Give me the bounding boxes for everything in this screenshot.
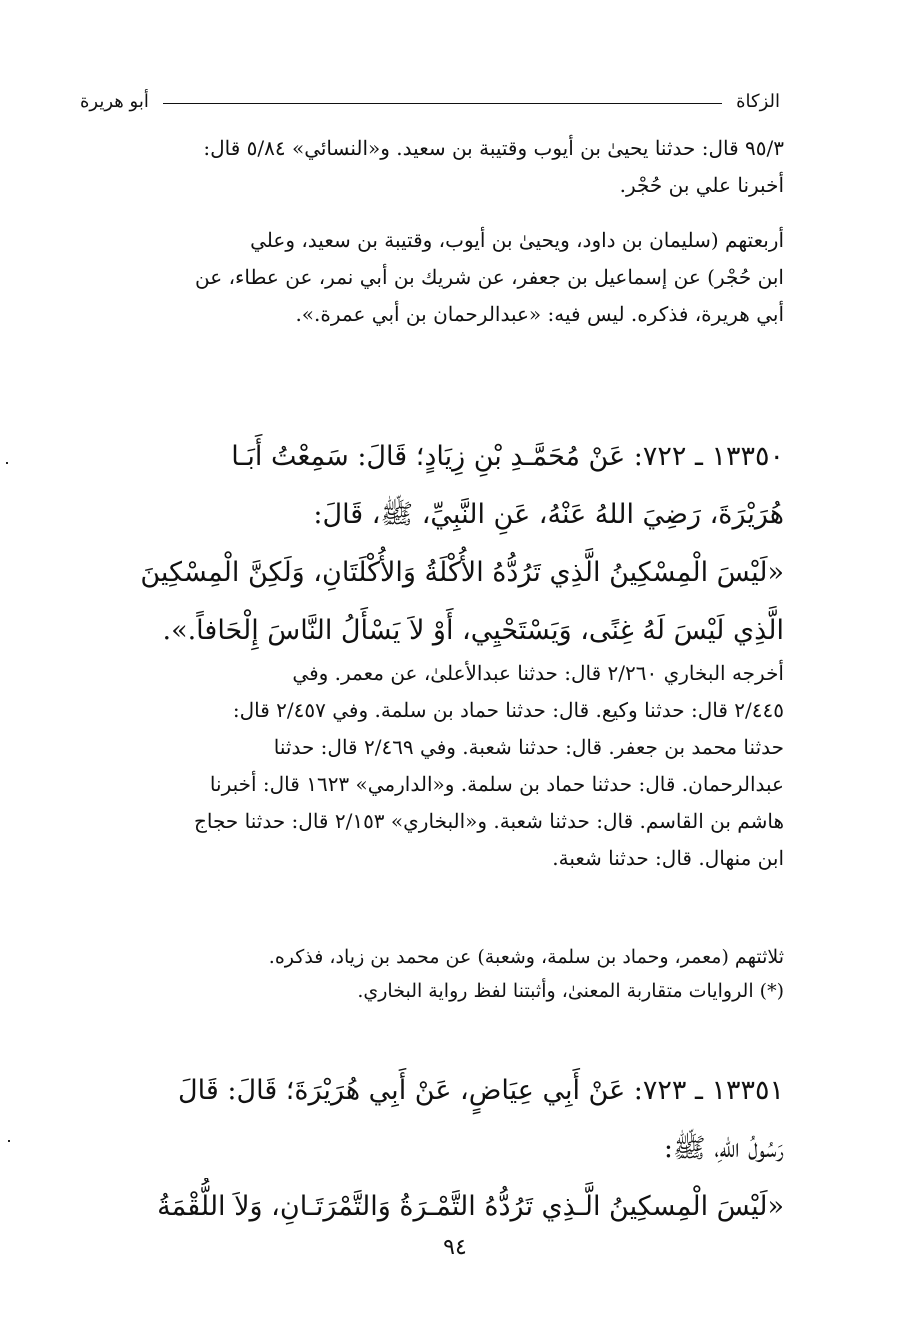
- hadith-line: «لَيْسَ الْمِسْكِينُ الَّذِي تَرُدُّهُ الأُكْلَةُ وَالأُكْلَتَانِ، وَلَكِنَّ الْمِسْكِينَ: [140, 557, 784, 588]
- summary-paragraph-95: [78, 222, 784, 333]
- text-line: حدثنا محمد بن جعفر. قال: حدثنا شعبة. وفي ٢/٤٦٩ قال: حدثنا: [273, 735, 784, 759]
- footnote-13350: [78, 940, 784, 1008]
- text-line: عبدالرحمان. قال: حدثنا حماد بن سلمة. و«الدارمي» ١٦٢٣ قال: أخبرنا: [209, 772, 784, 796]
- header-section-title: أبو هريرة: [80, 90, 149, 112]
- header-rule: [163, 103, 722, 104]
- text-line: أبي هريرة، فذكره. ليس فيه: «عبدالرحمان بن أبي عمرة.».: [295, 302, 784, 326]
- page-number: ٩٤: [443, 1235, 467, 1260]
- text-line: ابن منهال. قال: حدثنا شعبة.: [552, 846, 784, 870]
- text-line: هاشم بن القاسم. قال: حدثنا شعبة. و«البخاري» ٢/١٥٣ قال: حدثنا حجاج: [194, 809, 784, 833]
- hadith-line: ١٣٣٥٠ ـ ٧٢٢: عَنْ مُحَمَّـدِ بْنِ زِيَادٍ؛ قَالَ: سَمِعْتُ أَبَـا: [231, 441, 784, 472]
- scan-speck: [6, 462, 8, 464]
- footnote-line: (*) الروايات متقاربة المعنىٰ، وأثبتنا لفظ رواية البخاري.: [357, 980, 784, 1002]
- hadith-13351: [78, 1062, 784, 1236]
- footnote-line: ثلاثتهم (معمر، وحماد بن سلمة، وشعبة) عن محمد بن زياد، فذكره.: [268, 946, 784, 968]
- text-line: ٩٥/٣ قال: حدثنا يحيىٰ بن أيوب وقتيبة بن سعيد. و«النسائي» ٥/٨٤ قال:: [203, 136, 784, 160]
- hadith-line: الَّذِي لَيْسَ لَهُ غِنًى، وَيَسْتَحْيِي، أَوْ لاَ يَسْأَلُ النَّاسَ إِلْحَافاً.».: [162, 615, 784, 646]
- takhrij-13350: [78, 655, 784, 877]
- hadith-line: هُرَيْرَةَ، رَضِيَ اللهُ عَنْهُ، عَنِ النَّبِيِّ، ﷺ، قَالَ:: [313, 499, 784, 530]
- text-line: أخرجه البخاري ٢/٢٦٠ قال: حدثنا عبدالأعلىٰ، عن معمر. وفي: [292, 661, 784, 685]
- hadith-line: «لَيْسَ الْمِسكِينُ الَّـذِي تَرُدُّهُ التَّمْـرَةُ وَالتَّمْرَتَـانِ، وَلاَ اللُّقْمَةُ: [157, 1191, 784, 1222]
- header-chapter-title: الزكاة: [736, 90, 780, 112]
- text-line: أربعتهم (سليمان بن داود، ويحيىٰ بن أيوب، وقتيبة بن سعيد، وعلي: [250, 228, 784, 252]
- running-header: [80, 86, 780, 116]
- text-line: أخبرنا علي بن حُجْر.: [619, 173, 784, 197]
- hadith-13350: [78, 428, 784, 660]
- hadith-line: ١٣٣٥١ ـ ٧٢٣: عَنْ أَبِي عِيَاضٍ، عَنْ أَبِي هُرَيْرَةَ؛ قَالَ: قَالَ: [178, 1075, 784, 1106]
- text-line: ابن حُجْر) عن إسماعيل بن جعفر، عن شريك بن أبي نمر، عن عطاء، عن: [195, 265, 784, 289]
- scan-speck: [8, 1140, 10, 1142]
- hadith-line: رَسُولُ اللهِ، ﷺ:: [663, 1133, 784, 1164]
- reference-paragraph-95: [78, 130, 784, 204]
- text-line: ٢/٤٤٥ قال: حدثنا وكيع. قال: حدثنا حماد بن سلمة. وفي ٢/٤٥٧ قال:: [232, 698, 784, 722]
